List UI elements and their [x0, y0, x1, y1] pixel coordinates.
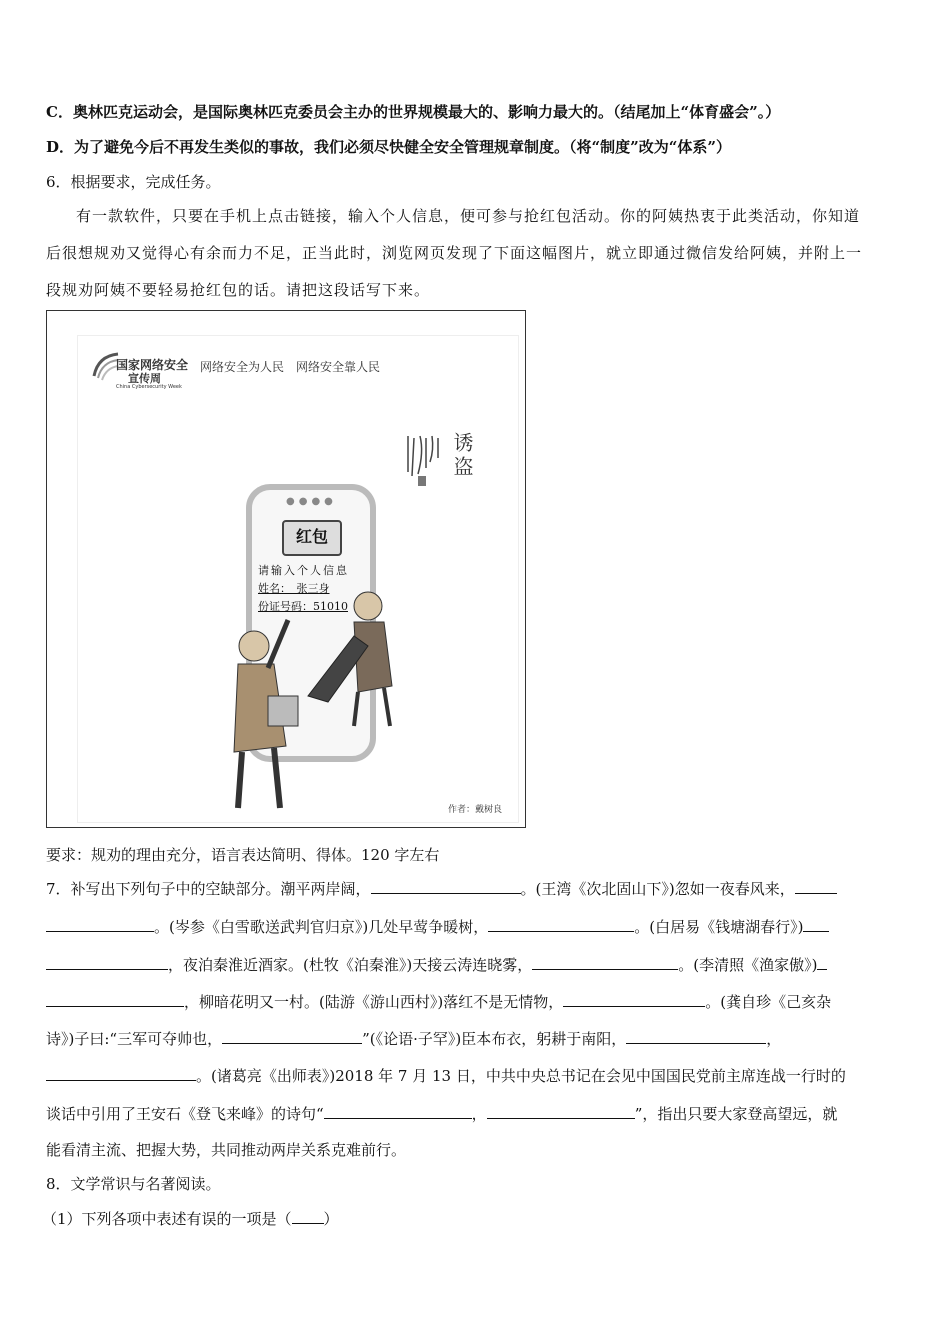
question-7-line-5	[46, 1028, 908, 1049]
cartoon-title: 诱盗	[450, 432, 474, 480]
q7-text: ，柳暗花明又一村。(陆游《游山西村》)落红不是无情物，	[184, 993, 564, 1011]
q7-text: 。(诸葛亮《出师表》)2018 年 7 月 13 日，中共中央总书记在会见中国国民党前主席连战一行时的	[196, 1067, 846, 1085]
red-envelope: 红包	[282, 520, 342, 556]
q7-text: ”(《论语·子罕》)臣本布衣，躬耕于南阳，	[362, 1030, 627, 1048]
question-7-line-3	[46, 954, 908, 975]
question-8-1	[42, 1208, 904, 1229]
requirement: 要求：规劝的理由充分，语言表达简明、得体。120 字左右	[46, 846, 440, 864]
question-8: 8．文学常识与名著阅读。	[46, 1175, 221, 1193]
question-7-line-1	[46, 878, 908, 899]
phone-speaker: ●●●●	[286, 496, 337, 507]
question-6: 6．根据要求，完成任务。	[46, 173, 221, 191]
answer-blank[interactable]	[488, 916, 634, 932]
answer-blank[interactable]	[371, 878, 521, 894]
calligraphy-inscription-icon	[404, 432, 444, 490]
logo-subtitle: 宣传周	[128, 372, 161, 385]
answer-blank[interactable]	[817, 954, 827, 970]
answer-blank[interactable]	[563, 991, 705, 1007]
option-d: D．为了避免今后不再发生类似的事故，我们必须尽快健全安全管理规章制度。（将“制度”改为“体系”）	[46, 138, 732, 156]
logo-english: China Cybersecurity Week	[116, 384, 182, 390]
option-c: C．奥林匹克运动会，是国际奥林匹克委员会主办的世界规模最大的、影响力最大的。（结尾加上“体育盛会”。）	[46, 103, 781, 121]
answer-blank[interactable]	[292, 1208, 324, 1224]
q7-text: 7．补写出下列句子中的空缺部分。潮平两岸阔，	[46, 880, 371, 898]
answer-blank[interactable]	[46, 991, 184, 1007]
answer-blank[interactable]	[487, 1103, 635, 1119]
answer-blank[interactable]	[46, 1065, 196, 1081]
question-7-line-2	[46, 916, 908, 937]
logo-title: 国家网络安全	[116, 358, 189, 372]
answer-blank[interactable]	[46, 954, 168, 970]
question-6-text-2: 后很想规劝又觉得心有余而力不足，正当此时，浏览网页发现了下面这幅图片，就立即通过微信发给阿姨，并附上一	[46, 244, 863, 262]
q7-text: 诗》)子曰:“三军可夺帅也，	[46, 1030, 223, 1048]
q8-1-text: （1）下列各项中表述有误的一项是（	[42, 1210, 292, 1228]
name-field: 姓名： 张三身	[258, 582, 330, 595]
answer-blank[interactable]	[803, 916, 829, 932]
question-7-line-6	[46, 1065, 908, 1086]
cartoon-frame	[77, 335, 519, 823]
q7-text: ，夜泊秦淮近酒家。(杜牧《泊秦淮》)天接云涛连晓雾，	[168, 956, 533, 974]
logo-slogan: 网络安全为人民 网络安全靠人民	[200, 360, 381, 374]
question-7-line-8: 能看清主流、把握大势，共同推动两岸关系克难前行。	[46, 1141, 407, 1159]
q7-text: 。(岑参《白雪歌送武判官归京》)几处早莺争暖树，	[154, 918, 489, 936]
cartoon-figure	[46, 310, 526, 828]
answer-blank[interactable]	[324, 1103, 472, 1119]
q7-text: ，	[471, 1105, 487, 1123]
input-prompt: 请输入个人信息	[258, 564, 349, 577]
answer-blank[interactable]	[46, 916, 154, 932]
q7-text: ”，指出只要大家登高望远，就	[634, 1105, 838, 1123]
id-field: 份证号码：51010	[258, 600, 348, 613]
cartoon-figures-icon	[208, 576, 418, 816]
q7-text: ，	[766, 1030, 782, 1048]
question-6-text-3: 段规劝阿姨不要轻易抢红包的话。请把这段话写下来。	[46, 281, 431, 299]
cartoon-author: 作者：戴树良	[448, 805, 503, 815]
answer-blank[interactable]	[626, 1028, 766, 1044]
question-7-line-4	[46, 991, 908, 1012]
q7-text: 。(龚自珍《己亥杂	[705, 993, 832, 1011]
question-6-text-1: 有一款软件，只要在手机上点击链接，输入个人信息，便可参与抢红包活动。你的阿姨热衷于此类活动，你知道	[76, 207, 861, 225]
question-7-line-7	[46, 1103, 908, 1124]
q7-text: 。(李清照《渔家傲》)	[678, 956, 818, 974]
answer-blank[interactable]	[532, 954, 678, 970]
q7-text: 。(王湾《次北固山下》)忽如一夜春风来，	[520, 880, 795, 898]
answer-blank[interactable]	[222, 1028, 362, 1044]
q7-text: 谈话中引用了王安石《登飞来峰》的诗句“	[46, 1105, 324, 1123]
q7-text: 。(白居易《钱塘湖春行》)	[634, 918, 804, 936]
answer-blank[interactable]	[795, 878, 837, 894]
q8-1-close: ）	[323, 1210, 339, 1228]
